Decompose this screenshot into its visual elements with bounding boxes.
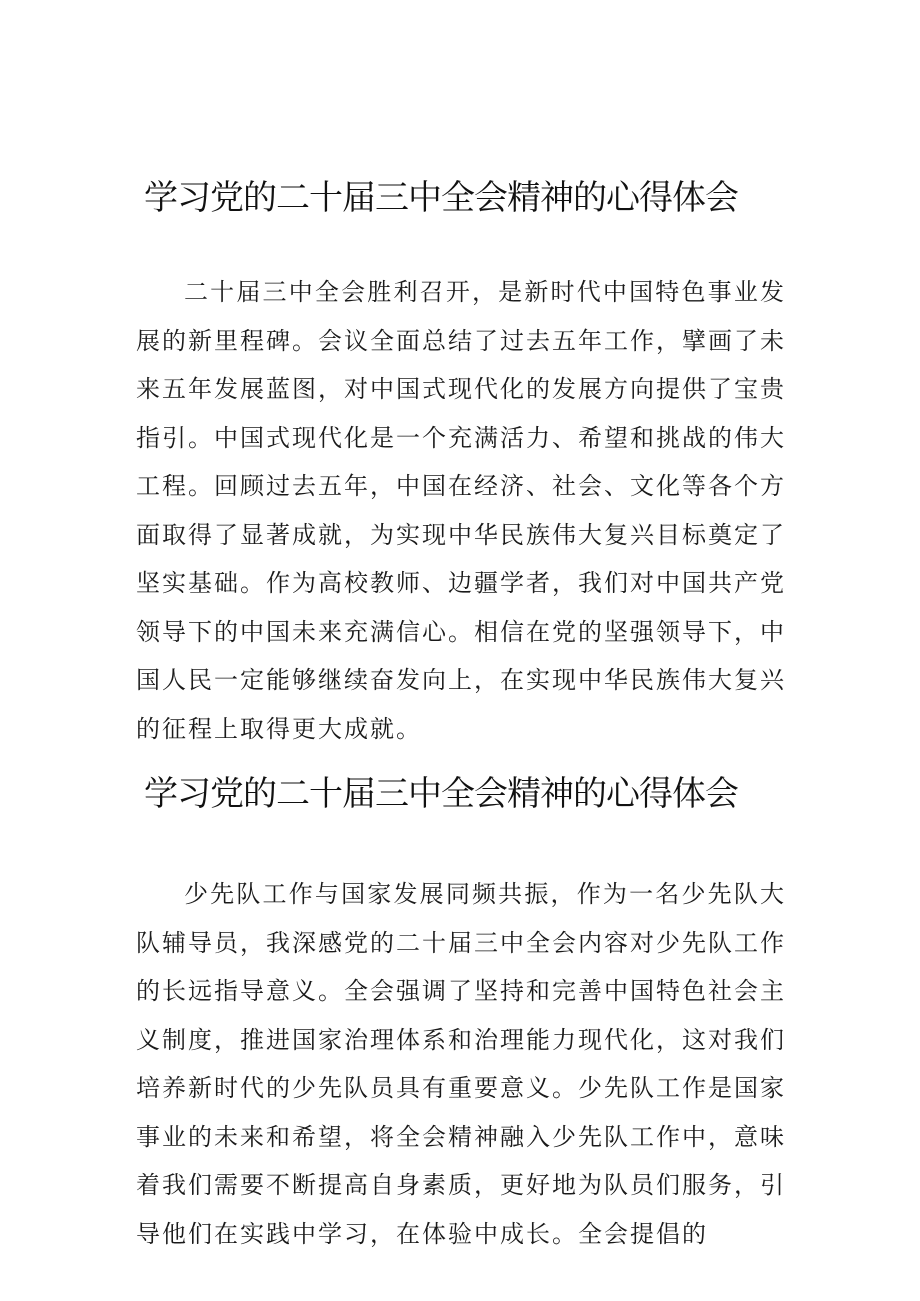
article-body-1: 二十届三中全会胜利召开，是新时代中国特色事业发展的新里程碑。会议全面总结了过去五年工作，擘画了未来五年发展蓝图，对中国式现代化的发展方向提供了宝贵指引。中国式现代化是一个充满活力、希望和挑战的伟大工程。回顾过去五年，中国在经济、社会、文化等各个方面取得了显著成就，为实现中华民族伟大复兴目标奠定了坚实基础。作为高校教师、边疆学者，我们对中国共产党领导下的中国未来充满信心。相信在党的坚强领导下，中国人民一定能够继续奋发向上，在实现中华民族伟大复兴的征程上取得更大成就。 xyxy=(136,278,786,743)
article-section-1 xyxy=(136,172,786,753)
article-title-2: 学习党的二十届三中全会精神的心得体会 xyxy=(144,774,738,814)
article-section-2 xyxy=(136,768,786,1258)
article-body-2: 少先队工作与国家发展同频共振，作为一名少先队大队辅导员，我深感党的二十届三中全会内容对少先队工作的长远指导意义。全会强调了坚持和完善中国特色社会主义制度，推进国家治理体系和治理能力现代化，这对我们培养新时代的少先队员具有重要意义。少先队工作是国家事业的未来和希望，将全会精神融入少先队工作中，意味着我们需要不断提高自身素质，更好地为队员们服务，引导他们在实践中学习，在体验中成长。全会提倡的 xyxy=(136,880,786,1248)
article-title-1: 学习党的二十届三中全会精神的心得体会 xyxy=(144,178,738,218)
